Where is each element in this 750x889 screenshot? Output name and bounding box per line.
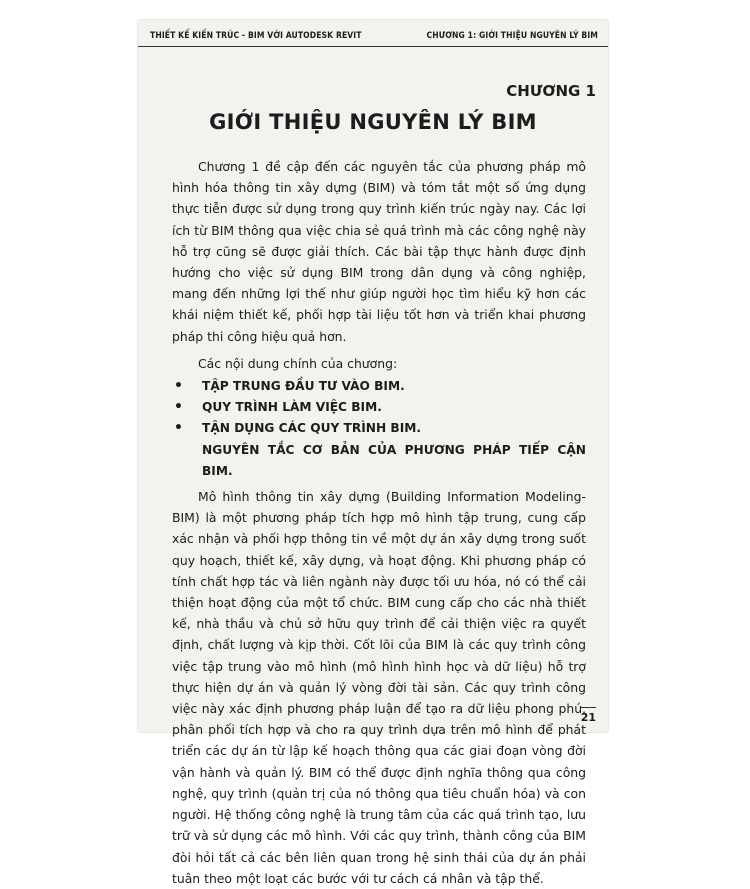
page-number: 21: [581, 707, 596, 724]
contents-lead: Các nội dung chính của chương:: [198, 355, 398, 371]
body-text: [172, 156, 586, 889]
running-header: [138, 26, 608, 47]
bim-paragraph: Mô hình thông tin xây dựng (Building Information Modeling-BIM) là một phương pháp tích hợp mô hình tập trung, cung cấp xác nhận và phối hợp thông tin về một dự án xây dựng trong suốt quy hoạch, thiết kế, xây dựng, và hoạt động. Khi phương pháp có tính chất hợp tác và liên ngành này được tối ưu hóa, nó có thể cải thiện hoạt động của một tổ chức. BIM cung cấp cho các nhà thiết kế, nhà thầu và chủ sở hữu quy trình để cải thiện việc ra quyết định, chất lượng và kịp thời. Cốt lõi của BIM là các quy trình công việc tập trung vào mô hình (mô hình hình học và dữ liệu) hỗ trợ thực hiện dự án và quản lý vòng đời tài sản. Các quy trình công việc này xác định phương pháp luận để tạo ra dữ liệu phong phú, phân phối tích hợp và cho ra quy trình dựa trên mô hình để phát triển các dự án từ lập kế hoạch thông qua các giai đoạn vòng đời vận hành và quản lý. BIM có thể được định nghĩa thông qua công nghệ, quy trình (quản trị của nó thông qua tiêu chuẩn hóa) và con người. Hệ thống công nghệ là trung tâm của các quá trình tạo, lưu trữ và sử dụng các mô hình. Với các quy trình, thành công của BIM đòi hỏi tất cả các bên liên quan trong hệ sinh thái của dự án phải tuân theo một loạt các bước với tư cách cá nhân và tập thể.: [172, 489, 586, 886]
chapter-title: GIỚI THIỆU NGUYÊN LÝ BIM: [209, 110, 537, 134]
intro-paragraph: Chương 1 đề cập đến các nguyên tắc của phương pháp mô hình hóa thông tin xây dựng (BIM) và tóm tắt một số ứng dụng thực tiễn được sử dụng trong quy trình kiến trúc ngày nay. Các lợi ích từ BIM thông qua việc chia sẻ quá trình mà các công nghệ này hỗ trợ cũng sẽ được giải thích. Các bài tập thực hành được định hướng cho việc sử dụng BIM trong dân dụng và công nghiệp, mang đến những lợi thế như giúp người học tìm hiểu kỹ hơn các khái niệm thiết kế, phối hợp tài liệu tốt hơn và triển khai phương pháp thi công hiệu quả hơn.: [172, 159, 586, 344]
list-item: • TẬN DỤNG CÁC QUY TRÌNH BIM.: [172, 418, 586, 439]
header-chapter-title: CHƯƠNG 1: GIỚI THIỆU NGUYÊN LÝ BIM: [426, 31, 598, 41]
contents-list: [172, 376, 586, 482]
list-item: • TẬP TRUNG ĐẦU TƯ VÀO BIM.: [172, 376, 586, 397]
chapter-number: CHƯƠNG 1: [506, 82, 596, 100]
list-item: • QUY TRÌNH LÀM VIỆC BIM.: [172, 397, 586, 418]
header-book-title: THIẾT KẾ KIẾN TRÚC - BIM VỚI AUTODESK REVIT: [150, 31, 362, 41]
list-item: NGUYÊN TẮC CƠ BẢN CỦA PHƯƠNG PHÁP TIẾP CẬN BIM.: [202, 442, 586, 478]
book-page: [138, 20, 608, 886]
